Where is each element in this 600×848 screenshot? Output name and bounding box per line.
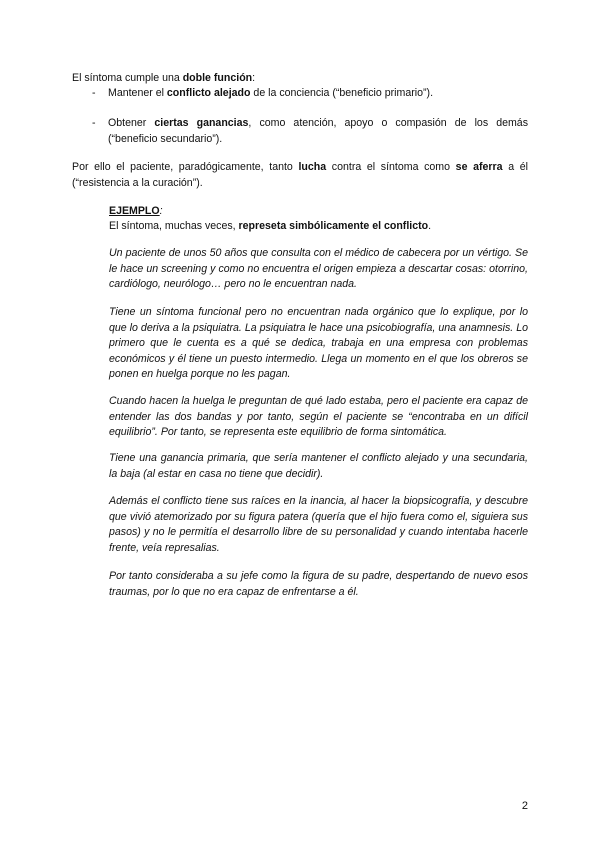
intro-text: El síntoma cumple una — [72, 72, 183, 84]
intro-bold: doble función — [182, 72, 253, 84]
list-dash: - — [92, 87, 96, 99]
list-item-text: Obtener ciertas ganancias, como atención, apoyo o compasión de los demás (“beneficio secundario”). — [108, 117, 528, 145]
list-dash: - — [92, 117, 96, 129]
page-number: 2 — [521, 800, 528, 812]
case-paragraph: Además el conflicto tiene sus raíces en la inancia, al hacer la biopsicografía, y descubre que vivió atemorizado por su figura patera (quería que el hijo fuera como el, siguiera sus pasos) y no le permitía el desarrollo libre de su personalidad y cuando intentaba hacerle frente, veía represalias. — [109, 495, 528, 554]
intro-colon: : — [252, 72, 256, 84]
list-item — [92, 116, 528, 147]
example-title: EJEMPLO — [109, 205, 160, 217]
case-paragraph: Tiene un síntoma funcional pero no encuentran nada orgánico que lo explique, por lo que lo deriva a la psiquiatra. La psiquiatra le hace una psicobiografía, una anamnesis. Lo primero que le cuenta es a qué se dedica, trabaja en una empresa con problemas económicos y él tiene un puesto intermedio. Llega un momento en el que los obreros se ponen en huelga porque no les pagan. — [109, 306, 528, 380]
intro-line — [72, 71, 528, 87]
case-paragraph: Un paciente de unos 50 años que consulta con el médico de cabecera por un vértigo. Se le hace un screening y como no encuentra el origen empieza a descartar cosas: otorrino, cardiólogo, neurólogo… pero no le encuentran nada. — [109, 247, 528, 290]
list-item — [92, 86, 528, 102]
list-item-text: Mantener el conflicto alejado de la conciencia (“beneficio primario”). — [108, 87, 434, 99]
example-heading: EJEMPLO: — [109, 205, 163, 217]
case-paragraph: Cuando hacen la huelga le preguntan de qué lado estaba, pero el paciente era capaz de entender las dos bandas y por tanto, según el paciente se “encontraba en un difícil equilibrio”. Por tanto, se representa este equilibrio de forma sintomática. — [109, 395, 528, 438]
case-paragraph: Tiene una ganancia primaria, que sería mantener el conflicto alejado y una secundaria, la baja (al estar en casa no tiene que decidir). — [109, 452, 528, 480]
example-intro-line: El síntoma, muchas veces, represeta simbólicamente el conflicto. — [109, 220, 432, 232]
case-paragraph: Por tanto consideraba a su jefe como la figura de su padre, despertando de nuevo esos traumas, por lo que no era capaz de enfrentarse a él. — [109, 570, 528, 598]
resistance-paragraph: Por ello el paciente, paradógicamente, tanto lucha contra el síntoma como se aferra a él (“resistencia a la curación”). — [72, 161, 528, 189]
